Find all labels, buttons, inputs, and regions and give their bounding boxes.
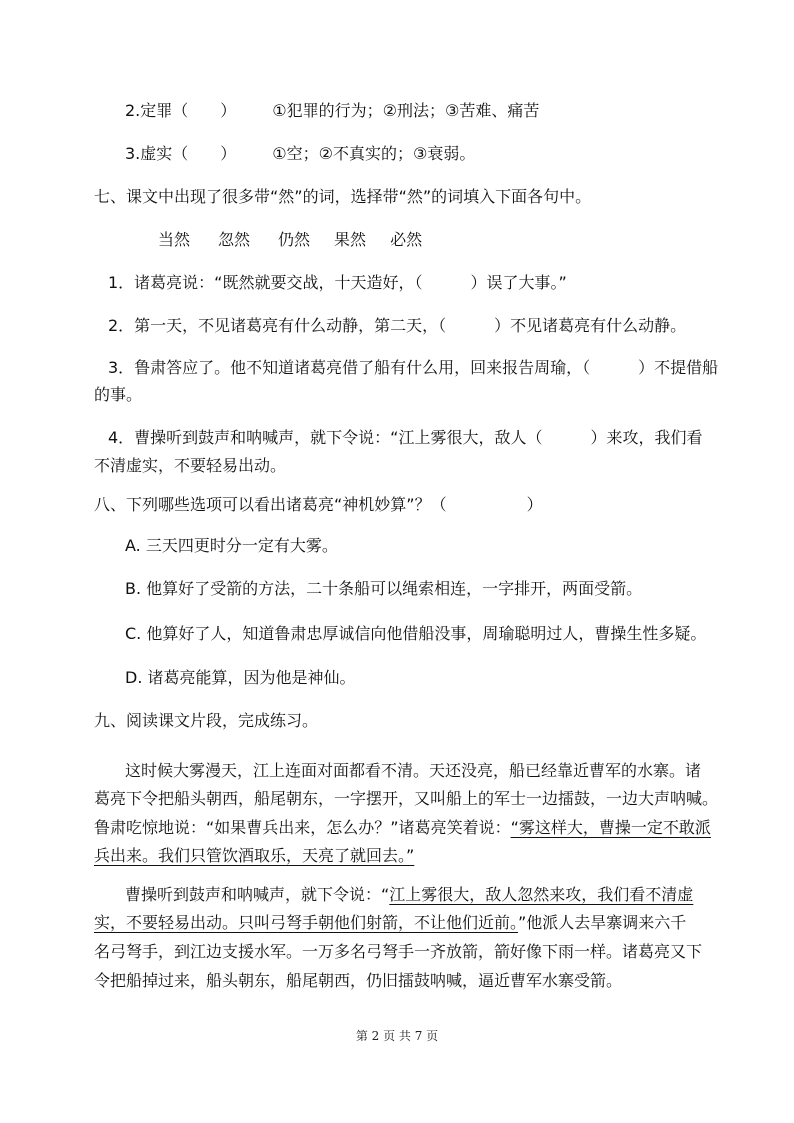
- section7-question-1: 1．诸葛亮说：“既然就要交战，十天造好，（ ）误了大事。”: [108, 273, 567, 292]
- underlined-text: 江上雾很大，敌人忽然来攻，我们看不清虚: [389, 885, 694, 904]
- passage-p1-line4: [94, 845, 414, 867]
- word-bank-item: 仍然: [278, 230, 311, 249]
- underlined-text: 实，不要轻易出动。只叫弓弩手朝他们射箭，不让他们近前。: [94, 913, 519, 932]
- section8-option-b: B. 他算好了受箭的方法，二十条船可以绳索相连，一字排开，两面受箭。: [125, 579, 643, 598]
- section8-option-c: C. 他算好了人，知道鲁肃忠厚诚信向他借船没事，周瑜聪明过人，曹操生性多疑。: [125, 624, 707, 643]
- section7-question-3-cont: 的事。: [94, 385, 143, 404]
- passage-text: ”他派人去旱寨调来六千: [518, 913, 687, 932]
- word-bank-item: 忽然: [218, 230, 251, 249]
- section8-option-a: A. 三天四更时分一定有大雾。: [125, 536, 338, 555]
- section7-question-2: 2．第一天，不见诸葛亮有什么动静，第二天，（ ）不见诸葛亮有什么动静。: [108, 316, 687, 335]
- passage-p2-line2: [94, 912, 686, 934]
- passage-p1-line3: [94, 817, 711, 839]
- passage-p2-line4: 令把船掉过来，船头朝东，船尾朝西，仍旧擂鼓呐喊，逼近曹军水寨受箭。: [94, 971, 623, 990]
- passage-p1-line2: 葛亮下令把船头朝西，船尾朝东，一字摆开，又叫船上的军士一边擂鼓，一边大声呐喊。: [94, 789, 719, 808]
- passage-text: 鲁肃吃惊地说：“如果曹兵出来，怎么办？”诸葛亮笑着说：: [94, 818, 511, 837]
- item-label: 3.虚实（ ）: [125, 144, 237, 163]
- underlined-text: 兵出来。我们只管饮酒取乐，天亮了就回去。”: [94, 846, 415, 865]
- word-bank: [158, 229, 422, 251]
- passage-p1-line1: 这时候大雾漫天，江上连面对面都看不清。天还没亮，船已经靠近曹军的水寨。诸: [125, 761, 702, 780]
- passage-p2-line1: [125, 884, 693, 906]
- underlined-text: “雾这样大，曹操一定不敢派: [510, 818, 711, 837]
- section7-title: 七、课文中出现了很多带“然”的词，选择带“然”的词填入下面各句中。: [94, 187, 592, 206]
- section8-option-d: D. 诸葛亮能算，因为他是神仙。: [125, 668, 356, 687]
- item-label: 2.定罪（ ）: [125, 101, 237, 120]
- page-footer: 第 2 页 共 7 页: [355, 1029, 439, 1043]
- word-bank-item: 当然: [158, 230, 191, 249]
- item-options: ①空；②不真实的；③衰弱。: [272, 144, 476, 163]
- section9-title: 九、阅读课文片段，完成练习。: [94, 711, 319, 730]
- passage-p2-line3: 名弓弩手，到江边支援水军。一万多名弓弩手一齐放箭，箭好像下雨一样。诸葛亮又下: [94, 942, 703, 961]
- section7-question-4: 4．曹操听到鼓声和呐喊声，就下令说：“江上雾很大，敌人（ ）来攻，我们看: [108, 428, 703, 447]
- section8-title: 八、下列哪些选项可以看出诸葛亮“神机妙算”？（ ）: [94, 495, 543, 514]
- section7-question-4-cont: 不清虚实，不要轻易出动。: [94, 456, 287, 475]
- word-bank-item: 必然: [390, 230, 423, 249]
- passage-text: 曹操听到鼓声和呐喊声，就下令说：“: [125, 885, 390, 904]
- section7-question-3: 3．鲁肃答应了。他不知道诸葛亮借了船有什么用，回来报告周瑜，（ ）不提借船: [108, 358, 719, 377]
- word-bank-item: 果然: [334, 230, 367, 249]
- item-dingzui: [125, 100, 539, 122]
- item-options: ①犯罪的行为；②刑法；③苦难、痛苦: [272, 101, 540, 120]
- item-xushi: [125, 143, 475, 165]
